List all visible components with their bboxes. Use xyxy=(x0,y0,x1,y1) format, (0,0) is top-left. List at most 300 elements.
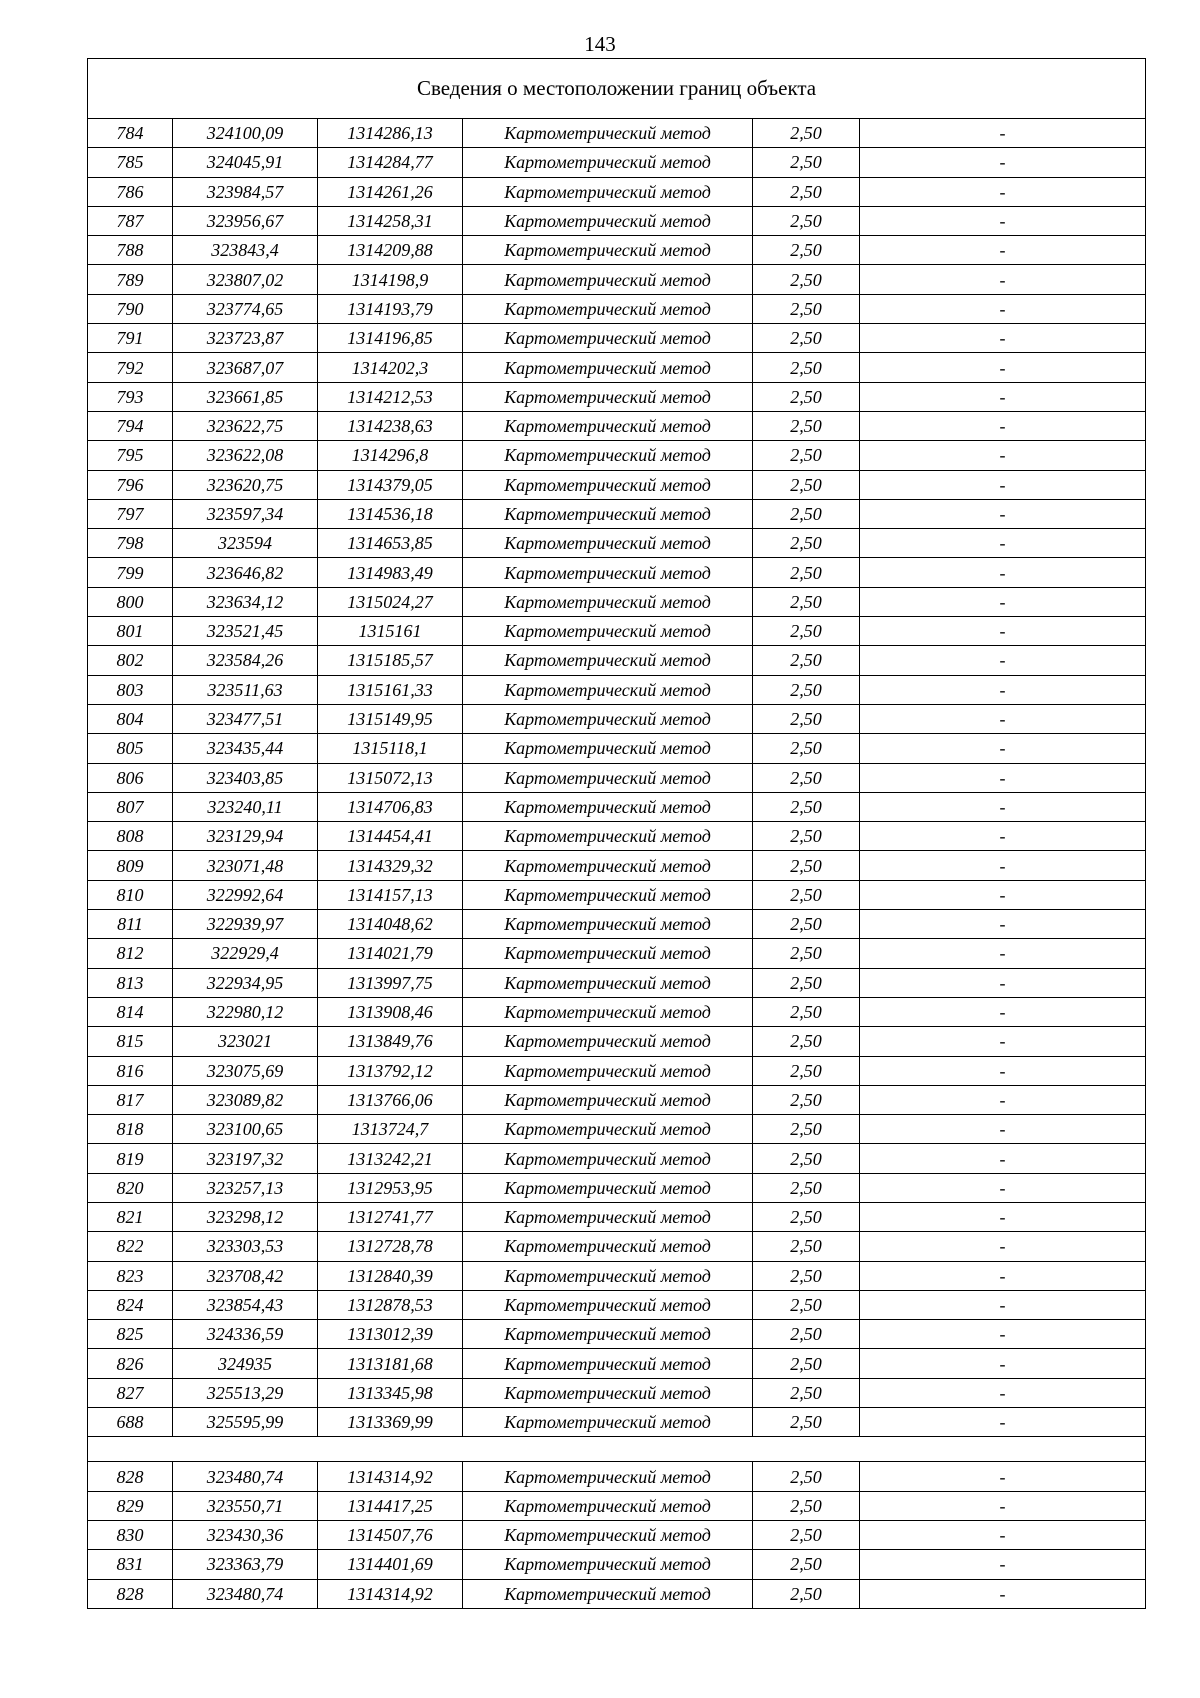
table-row xyxy=(88,206,1146,235)
x-coordinate-cell: 323708,42 xyxy=(173,1261,318,1290)
point-number-cell: 828 xyxy=(88,1579,173,1608)
description-cell: - xyxy=(860,1320,1146,1349)
x-coordinate-cell: 323622,08 xyxy=(173,441,318,470)
table-row xyxy=(88,617,1146,646)
y-coordinate-cell: 1314202,3 xyxy=(318,353,463,382)
x-coordinate-cell: 323075,69 xyxy=(173,1056,318,1085)
x-coordinate-cell: 322992,64 xyxy=(173,880,318,909)
y-coordinate-cell: 1314196,85 xyxy=(318,324,463,353)
accuracy-cell: 2,50 xyxy=(753,617,860,646)
table-row xyxy=(88,558,1146,587)
description-cell: - xyxy=(860,763,1146,792)
accuracy-cell: 2,50 xyxy=(753,382,860,411)
point-number-cell: 819 xyxy=(88,1144,173,1173)
point-number-cell: 820 xyxy=(88,1173,173,1202)
point-number-cell: 826 xyxy=(88,1349,173,1378)
accuracy-cell: 2,50 xyxy=(753,529,860,558)
point-number-cell: 802 xyxy=(88,646,173,675)
description-cell: - xyxy=(860,1378,1146,1407)
method-cell: Картометрический метод xyxy=(463,939,753,968)
method-cell: Картометрический метод xyxy=(463,177,753,206)
method-cell: Картометрический метод xyxy=(463,792,753,821)
table-row xyxy=(88,1115,1146,1144)
table-row xyxy=(88,1085,1146,1114)
method-cell: Картометрический метод xyxy=(463,1378,753,1407)
x-coordinate-cell: 325513,29 xyxy=(173,1378,318,1407)
point-number-cell: 800 xyxy=(88,587,173,616)
accuracy-cell: 2,50 xyxy=(753,1349,860,1378)
description-cell: - xyxy=(860,324,1146,353)
point-number-cell: 807 xyxy=(88,792,173,821)
x-coordinate-cell: 322929,4 xyxy=(173,939,318,968)
accuracy-cell: 2,50 xyxy=(753,792,860,821)
accuracy-cell: 2,50 xyxy=(753,411,860,440)
method-cell: Картометрический метод xyxy=(463,1320,753,1349)
method-cell: Картометрический метод xyxy=(463,1056,753,1085)
description-cell: - xyxy=(860,148,1146,177)
table-row xyxy=(88,529,1146,558)
x-coordinate-cell: 323257,13 xyxy=(173,1173,318,1202)
table-row xyxy=(88,734,1146,763)
x-coordinate-cell: 324935 xyxy=(173,1349,318,1378)
description-cell: - xyxy=(860,1144,1146,1173)
description-cell: - xyxy=(860,1232,1146,1261)
method-cell: Картометрический метод xyxy=(463,646,753,675)
y-coordinate-cell: 1314401,69 xyxy=(318,1550,463,1579)
y-coordinate-cell: 1313792,12 xyxy=(318,1056,463,1085)
y-coordinate-cell: 1315149,95 xyxy=(318,704,463,733)
y-coordinate-cell: 1315072,13 xyxy=(318,763,463,792)
y-coordinate-cell: 1314653,85 xyxy=(318,529,463,558)
x-coordinate-cell: 323661,85 xyxy=(173,382,318,411)
point-number-cell: 805 xyxy=(88,734,173,763)
method-cell: Картометрический метод xyxy=(463,968,753,997)
point-number-cell: 793 xyxy=(88,382,173,411)
table-row xyxy=(88,997,1146,1026)
x-coordinate-cell: 323620,75 xyxy=(173,470,318,499)
y-coordinate-cell: 1315024,27 xyxy=(318,587,463,616)
table-row xyxy=(88,411,1146,440)
point-number-cell: 786 xyxy=(88,177,173,206)
accuracy-cell: 2,50 xyxy=(753,1232,860,1261)
accuracy-cell: 2,50 xyxy=(753,1144,860,1173)
method-cell: Картометрический метод xyxy=(463,294,753,323)
accuracy-cell: 2,50 xyxy=(753,1202,860,1231)
point-number-cell: 812 xyxy=(88,939,173,968)
accuracy-cell: 2,50 xyxy=(753,353,860,382)
description-cell: - xyxy=(860,880,1146,909)
y-coordinate-cell: 1314417,25 xyxy=(318,1491,463,1520)
y-coordinate-cell: 1314454,41 xyxy=(318,822,463,851)
method-cell: Картометрический метод xyxy=(463,1202,753,1231)
accuracy-cell: 2,50 xyxy=(753,1320,860,1349)
table-title-row xyxy=(88,59,1146,119)
method-cell: Картометрический метод xyxy=(463,587,753,616)
x-coordinate-cell: 323477,51 xyxy=(173,704,318,733)
description-cell: - xyxy=(860,734,1146,763)
method-cell: Картометрический метод xyxy=(463,1491,753,1520)
point-number-cell: 817 xyxy=(88,1085,173,1114)
accuracy-cell: 2,50 xyxy=(753,1027,860,1056)
y-coordinate-cell: 1312728,78 xyxy=(318,1232,463,1261)
y-coordinate-cell: 1315161 xyxy=(318,617,463,646)
description-cell: - xyxy=(860,206,1146,235)
method-cell: Картометрический метод xyxy=(463,119,753,148)
accuracy-cell: 2,50 xyxy=(753,1290,860,1319)
accuracy-cell: 2,50 xyxy=(753,1579,860,1608)
accuracy-cell: 2,50 xyxy=(753,997,860,1026)
accuracy-cell: 2,50 xyxy=(753,851,860,880)
x-coordinate-cell: 323480,74 xyxy=(173,1579,318,1608)
table-row xyxy=(88,1290,1146,1319)
point-number-cell: 823 xyxy=(88,1261,173,1290)
x-coordinate-cell: 323984,57 xyxy=(173,177,318,206)
description-cell: - xyxy=(860,1579,1146,1608)
table-row xyxy=(88,499,1146,528)
description-cell: - xyxy=(860,822,1146,851)
method-cell: Картометрический метод xyxy=(463,617,753,646)
accuracy-cell: 2,50 xyxy=(753,880,860,909)
y-coordinate-cell: 1314284,77 xyxy=(318,148,463,177)
y-coordinate-cell: 1314238,63 xyxy=(318,411,463,440)
point-number-cell: 794 xyxy=(88,411,173,440)
description-cell: - xyxy=(860,265,1146,294)
accuracy-cell: 2,50 xyxy=(753,675,860,704)
point-number-cell: 797 xyxy=(88,499,173,528)
accuracy-cell: 2,50 xyxy=(753,119,860,148)
method-cell: Картометрический метод xyxy=(463,324,753,353)
description-cell: - xyxy=(860,1115,1146,1144)
point-number-cell: 803 xyxy=(88,675,173,704)
accuracy-cell: 2,50 xyxy=(753,499,860,528)
method-cell: Картометрический метод xyxy=(463,1579,753,1608)
description-cell: - xyxy=(860,1173,1146,1202)
description-cell: - xyxy=(860,1027,1146,1056)
x-coordinate-cell: 325595,99 xyxy=(173,1408,318,1437)
x-coordinate-cell: 323298,12 xyxy=(173,1202,318,1231)
method-cell: Картометрический метод xyxy=(463,148,753,177)
accuracy-cell: 2,50 xyxy=(753,177,860,206)
contour-separator-cell xyxy=(88,1437,1146,1462)
method-cell: Картометрический метод xyxy=(463,236,753,265)
method-cell: Картометрический метод xyxy=(463,441,753,470)
table-row xyxy=(88,441,1146,470)
y-coordinate-cell: 1313766,06 xyxy=(318,1085,463,1114)
y-coordinate-cell: 1314314,92 xyxy=(318,1462,463,1491)
description-cell: - xyxy=(860,704,1146,733)
x-coordinate-cell: 323597,34 xyxy=(173,499,318,528)
table-row xyxy=(88,1173,1146,1202)
point-number-cell: 825 xyxy=(88,1320,173,1349)
accuracy-cell: 2,50 xyxy=(753,1056,860,1085)
point-number-cell: 804 xyxy=(88,704,173,733)
point-number-cell: 784 xyxy=(88,119,173,148)
method-cell: Картометрический метод xyxy=(463,353,753,382)
method-cell: Картометрический метод xyxy=(463,529,753,558)
y-coordinate-cell: 1314198,9 xyxy=(318,265,463,294)
accuracy-cell: 2,50 xyxy=(753,1173,860,1202)
method-cell: Картометрический метод xyxy=(463,1550,753,1579)
point-number-cell: 801 xyxy=(88,617,173,646)
point-number-cell: 809 xyxy=(88,851,173,880)
point-number-cell: 822 xyxy=(88,1232,173,1261)
y-coordinate-cell: 1315118,1 xyxy=(318,734,463,763)
method-cell: Картометрический метод xyxy=(463,997,753,1026)
y-coordinate-cell: 1314983,49 xyxy=(318,558,463,587)
description-cell: - xyxy=(860,119,1146,148)
boundary-table-body xyxy=(88,59,1146,1609)
accuracy-cell: 2,50 xyxy=(753,1520,860,1549)
x-coordinate-cell: 323363,79 xyxy=(173,1550,318,1579)
x-coordinate-cell: 323774,65 xyxy=(173,294,318,323)
accuracy-cell: 2,50 xyxy=(753,441,860,470)
point-number-cell: 688 xyxy=(88,1408,173,1437)
boundary-table xyxy=(87,58,1146,1609)
y-coordinate-cell: 1313908,46 xyxy=(318,997,463,1026)
point-number-cell: 816 xyxy=(88,1056,173,1085)
x-coordinate-cell: 323594 xyxy=(173,529,318,558)
x-coordinate-cell: 323511,63 xyxy=(173,675,318,704)
method-cell: Картометрический метод xyxy=(463,206,753,235)
method-cell: Картометрический метод xyxy=(463,411,753,440)
y-coordinate-cell: 1314296,8 xyxy=(318,441,463,470)
method-cell: Картометрический метод xyxy=(463,499,753,528)
x-coordinate-cell: 323584,26 xyxy=(173,646,318,675)
description-cell: - xyxy=(860,1085,1146,1114)
method-cell: Картометрический метод xyxy=(463,734,753,763)
method-cell: Картометрический метод xyxy=(463,1115,753,1144)
accuracy-cell: 2,50 xyxy=(753,910,860,939)
point-number-cell: 795 xyxy=(88,441,173,470)
description-cell: - xyxy=(860,646,1146,675)
table-row xyxy=(88,1520,1146,1549)
table-row xyxy=(88,148,1146,177)
table-row xyxy=(88,1579,1146,1608)
table-row xyxy=(88,646,1146,675)
y-coordinate-cell: 1313345,98 xyxy=(318,1378,463,1407)
table-row xyxy=(88,353,1146,382)
description-cell: - xyxy=(860,939,1146,968)
y-coordinate-cell: 1314021,79 xyxy=(318,939,463,968)
description-cell: - xyxy=(860,675,1146,704)
point-number-cell: 828 xyxy=(88,1462,173,1491)
x-coordinate-cell: 323480,74 xyxy=(173,1462,318,1491)
x-coordinate-cell: 324336,59 xyxy=(173,1320,318,1349)
table-row xyxy=(88,1056,1146,1085)
method-cell: Картометрический метод xyxy=(463,1232,753,1261)
point-number-cell: 789 xyxy=(88,265,173,294)
x-coordinate-cell: 323854,43 xyxy=(173,1290,318,1319)
table-row xyxy=(88,119,1146,148)
description-cell: - xyxy=(860,851,1146,880)
point-number-cell: 785 xyxy=(88,148,173,177)
x-coordinate-cell: 323521,45 xyxy=(173,617,318,646)
accuracy-cell: 2,50 xyxy=(753,1462,860,1491)
x-coordinate-cell: 323100,65 xyxy=(173,1115,318,1144)
y-coordinate-cell: 1313997,75 xyxy=(318,968,463,997)
y-coordinate-cell: 1314379,05 xyxy=(318,470,463,499)
method-cell: Картометрический метод xyxy=(463,1520,753,1549)
accuracy-cell: 2,50 xyxy=(753,1491,860,1520)
x-coordinate-cell: 323622,75 xyxy=(173,411,318,440)
description-cell: - xyxy=(860,792,1146,821)
point-number-cell: 792 xyxy=(88,353,173,382)
point-number-cell: 796 xyxy=(88,470,173,499)
y-coordinate-cell: 1314193,79 xyxy=(318,294,463,323)
y-coordinate-cell: 1313724,7 xyxy=(318,1115,463,1144)
table-row xyxy=(88,704,1146,733)
accuracy-cell: 2,50 xyxy=(753,1550,860,1579)
method-cell: Картометрический метод xyxy=(463,1349,753,1378)
method-cell: Картометрический метод xyxy=(463,1261,753,1290)
table-row xyxy=(88,1491,1146,1520)
point-number-cell: 818 xyxy=(88,1115,173,1144)
table-row xyxy=(88,236,1146,265)
description-cell: - xyxy=(860,1349,1146,1378)
point-number-cell: 830 xyxy=(88,1520,173,1549)
page-number: 143 xyxy=(584,32,616,56)
accuracy-cell: 2,50 xyxy=(753,587,860,616)
y-coordinate-cell: 1313369,99 xyxy=(318,1408,463,1437)
point-number-cell: 814 xyxy=(88,997,173,1026)
accuracy-cell: 2,50 xyxy=(753,1378,860,1407)
table-row xyxy=(88,939,1146,968)
description-cell: - xyxy=(860,968,1146,997)
method-cell: Картометрический метод xyxy=(463,558,753,587)
point-number-cell: 829 xyxy=(88,1491,173,1520)
y-coordinate-cell: 1314706,83 xyxy=(318,792,463,821)
point-number-cell: 790 xyxy=(88,294,173,323)
y-coordinate-cell: 1314507,76 xyxy=(318,1520,463,1549)
x-coordinate-cell: 323550,71 xyxy=(173,1491,318,1520)
y-coordinate-cell: 1312953,95 xyxy=(318,1173,463,1202)
description-cell: - xyxy=(860,1056,1146,1085)
x-coordinate-cell: 324100,09 xyxy=(173,119,318,148)
table-row xyxy=(88,763,1146,792)
y-coordinate-cell: 1314157,13 xyxy=(318,880,463,909)
accuracy-cell: 2,50 xyxy=(753,646,860,675)
x-coordinate-cell: 322939,97 xyxy=(173,910,318,939)
description-cell: - xyxy=(860,470,1146,499)
table-row xyxy=(88,294,1146,323)
description-cell: - xyxy=(860,411,1146,440)
contour-separator-row xyxy=(88,1437,1146,1462)
description-cell: - xyxy=(860,353,1146,382)
y-coordinate-cell: 1313012,39 xyxy=(318,1320,463,1349)
point-number-cell: 827 xyxy=(88,1378,173,1407)
method-cell: Картометрический метод xyxy=(463,704,753,733)
description-cell: - xyxy=(860,382,1146,411)
y-coordinate-cell: 1313181,68 xyxy=(318,1349,463,1378)
x-coordinate-cell: 323197,32 xyxy=(173,1144,318,1173)
table-row xyxy=(88,968,1146,997)
table-row xyxy=(88,880,1146,909)
table-row xyxy=(88,1550,1146,1579)
accuracy-cell: 2,50 xyxy=(753,265,860,294)
method-cell: Картометрический метод xyxy=(463,470,753,499)
accuracy-cell: 2,50 xyxy=(753,939,860,968)
point-number-cell: 787 xyxy=(88,206,173,235)
accuracy-cell: 2,50 xyxy=(753,294,860,323)
x-coordinate-cell: 323435,44 xyxy=(173,734,318,763)
x-coordinate-cell: 323129,94 xyxy=(173,822,318,851)
table-row xyxy=(88,1202,1146,1231)
description-cell: - xyxy=(860,529,1146,558)
accuracy-cell: 2,50 xyxy=(753,470,860,499)
y-coordinate-cell: 1314048,62 xyxy=(318,910,463,939)
description-cell: - xyxy=(860,1462,1146,1491)
y-coordinate-cell: 1314261,26 xyxy=(318,177,463,206)
table-row xyxy=(88,265,1146,294)
method-cell: Картометрический метод xyxy=(463,1408,753,1437)
point-number-cell: 808 xyxy=(88,822,173,851)
table-row xyxy=(88,1462,1146,1491)
point-number-cell: 791 xyxy=(88,324,173,353)
method-cell: Картометрический метод xyxy=(463,851,753,880)
table-row xyxy=(88,822,1146,851)
table-row xyxy=(88,792,1146,821)
accuracy-cell: 2,50 xyxy=(753,734,860,763)
table-row xyxy=(88,675,1146,704)
description-cell: - xyxy=(860,1290,1146,1319)
x-coordinate-cell: 324045,91 xyxy=(173,148,318,177)
table-row xyxy=(88,587,1146,616)
description-cell: - xyxy=(860,1202,1146,1231)
x-coordinate-cell: 323071,48 xyxy=(173,851,318,880)
description-cell: - xyxy=(860,1491,1146,1520)
method-cell: Картометрический метод xyxy=(463,265,753,294)
y-coordinate-cell: 1314314,92 xyxy=(318,1579,463,1608)
description-cell: - xyxy=(860,294,1146,323)
accuracy-cell: 2,50 xyxy=(753,148,860,177)
method-cell: Картометрический метод xyxy=(463,1173,753,1202)
x-coordinate-cell: 323634,12 xyxy=(173,587,318,616)
description-cell: - xyxy=(860,617,1146,646)
x-coordinate-cell: 323807,02 xyxy=(173,265,318,294)
point-number-cell: 813 xyxy=(88,968,173,997)
table-row xyxy=(88,1349,1146,1378)
accuracy-cell: 2,50 xyxy=(753,763,860,792)
point-number-cell: 798 xyxy=(88,529,173,558)
description-cell: - xyxy=(860,1261,1146,1290)
description-cell: - xyxy=(860,558,1146,587)
y-coordinate-cell: 1313242,21 xyxy=(318,1144,463,1173)
method-cell: Картометрический метод xyxy=(463,822,753,851)
y-coordinate-cell: 1314536,18 xyxy=(318,499,463,528)
x-coordinate-cell: 323843,4 xyxy=(173,236,318,265)
x-coordinate-cell: 323687,07 xyxy=(173,353,318,382)
method-cell: Картометрический метод xyxy=(463,1290,753,1319)
method-cell: Картометрический метод xyxy=(463,1027,753,1056)
table-row xyxy=(88,1408,1146,1437)
point-number-cell: 821 xyxy=(88,1202,173,1231)
table-row xyxy=(88,1261,1146,1290)
y-coordinate-cell: 1312741,77 xyxy=(318,1202,463,1231)
accuracy-cell: 2,50 xyxy=(753,206,860,235)
y-coordinate-cell: 1315185,57 xyxy=(318,646,463,675)
description-cell: - xyxy=(860,1408,1146,1437)
point-number-cell: 815 xyxy=(88,1027,173,1056)
y-coordinate-cell: 1312878,53 xyxy=(318,1290,463,1319)
y-coordinate-cell: 1315161,33 xyxy=(318,675,463,704)
table-row xyxy=(88,470,1146,499)
x-coordinate-cell: 322934,95 xyxy=(173,968,318,997)
x-coordinate-cell: 323956,67 xyxy=(173,206,318,235)
table-title: Сведения о местоположении границ объекта xyxy=(88,59,1146,119)
accuracy-cell: 2,50 xyxy=(753,822,860,851)
accuracy-cell: 2,50 xyxy=(753,704,860,733)
method-cell: Картометрический метод xyxy=(463,1085,753,1114)
